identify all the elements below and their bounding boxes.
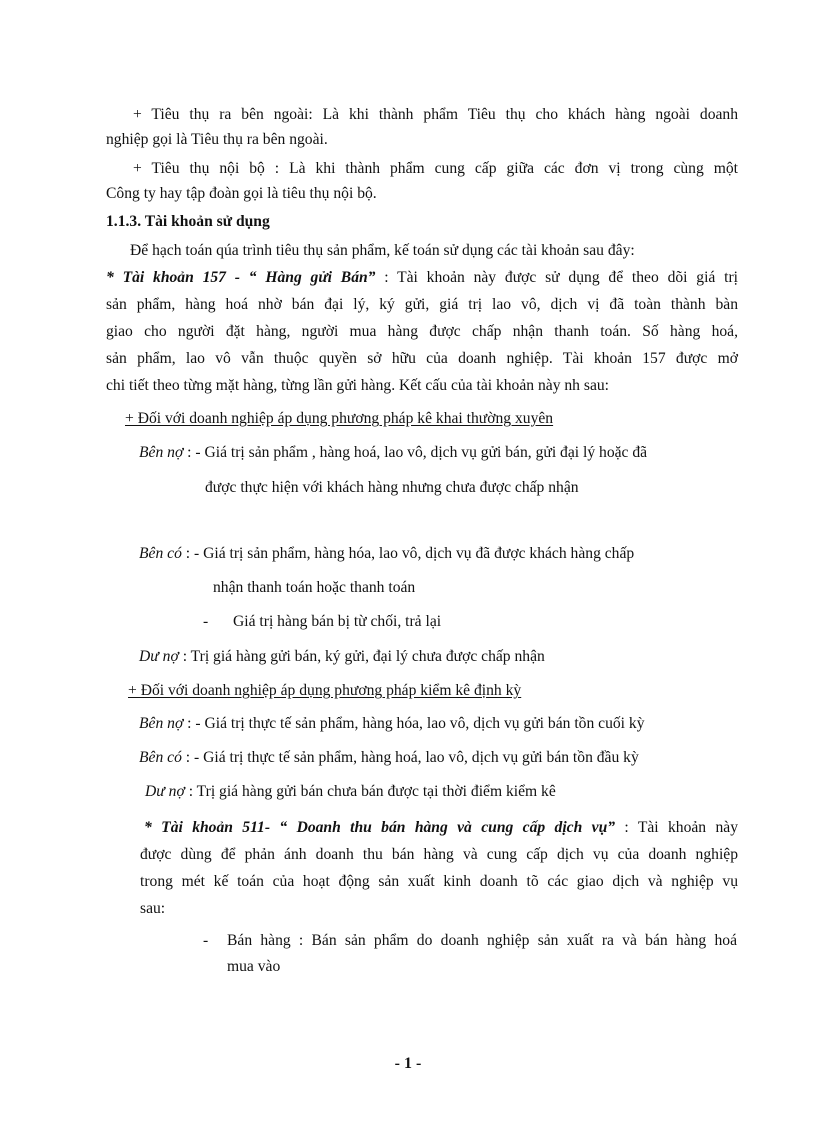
tk511-line: được dùng để phản ánh doanh thu bán hàng và cung cấp dịch vụ của doanh nghiệp: [140, 846, 738, 863]
dash-bullet: -: [203, 613, 209, 630]
kkx-debit-line: [139, 443, 647, 463]
bullet-text: Bán hàng : Bán sản phẩm do doanh nghiệp sản xuất ra và bán hàng hoá: [227, 932, 737, 949]
credit-text: : - Giá trị sản phẩm, hàng hóa, lao vô, dịch vụ đã được khách hàng chấp: [181, 545, 635, 562]
tk511-desc: : Tài khoản này: [615, 819, 738, 836]
balance-text: : Trị giá hàng gửi bán, ký gửi, đại lý chưa được chấp nhận: [178, 648, 545, 665]
tk157-line: chi tiết theo từng mặt hàng, từng lần gửi hàng. Kết cấu của tài khoản này nh sau:: [106, 377, 609, 394]
kkx-balance-line: [139, 647, 545, 667]
credit-label: Bên có: [139, 749, 182, 766]
kkx-credit-line: [203, 612, 441, 632]
kkx-debit-line: được thực hiện với khách hàng nhưng chưa được chấp nhận: [205, 479, 579, 496]
kkdk-balance-line: [145, 782, 556, 802]
dash-bullet: -: [203, 932, 209, 949]
debit-label: Bên nợ: [139, 444, 184, 461]
debit-label: Bên nợ: [139, 715, 184, 732]
kkx-heading: + Đối với doanh nghiệp áp dụng phương pháp kê khai thường xuyên: [125, 410, 554, 427]
paragraph-line: nghiệp gọi là Tiêu thụ ra bên ngoài.: [106, 131, 328, 148]
credit-text: : - Giá trị thực tế sản phẩm, hàng hoá, lao vô, dịch vụ gửi bán tồn đầu kỳ: [181, 749, 639, 766]
debit-text: : - Giá trị thực tế sản phẩm, hàng hóa, lao vô, dịch vụ gửi bán tồn cuối kỳ: [183, 715, 645, 732]
credit-item: Giá trị hàng bán bị từ chối, trả lại: [233, 613, 442, 630]
debit-text: : - Giá trị sản phẩm , hàng hoá, lao vô, dịch vụ gửi bán, gửi đại lý hoặc đã: [183, 444, 648, 461]
tk511-bullet: [203, 931, 738, 951]
tk511-line: sau:: [140, 900, 166, 917]
tk157-line: sản phẩm, lao vô vẫn thuộc quyền sở hữu của doanh nghiệp. Tài khoản 157 được mở: [106, 350, 738, 367]
paragraph-line: + Tiêu thụ ra bên ngoài: Là khi thành phẩm Tiêu thụ cho khách hàng ngoài doanh: [133, 106, 738, 123]
paragraph-line: + Tiêu thụ nội bộ : Là khi thành phẩm cung cấp giữa các đơn vị trong cùng một: [133, 160, 738, 177]
paragraph-line: Công ty hay tập đoàn gọi là tiêu thụ nội bộ.: [106, 185, 377, 202]
tk511-title: * Tài khoản 511- “ Doanh thu bán hàng và cung cấp dịch vụ”: [144, 819, 616, 836]
kkdk-heading: + Đối với doanh nghiệp áp dụng phương pháp kiểm kê định kỳ: [128, 682, 522, 699]
tk157-line: [106, 268, 738, 288]
tk157-line: giao cho người đặt hàng, người mua hàng được chấp nhận thanh toán. Số hàng hoá,: [106, 323, 738, 340]
balance-text: : Trị giá hàng gửi bán chưa bán được tại thời điểm kiểm kê: [184, 783, 556, 800]
kkdk-debit-line: [139, 714, 645, 734]
kkx-credit-line: [139, 544, 634, 564]
tk511-line: trong mét kế toán của hoạt động sản xuất kinh doanh tõ các giao dịch và nghiệp vụ: [140, 873, 738, 890]
balance-label: Dư nợ: [139, 648, 179, 665]
tk511-line: [144, 818, 738, 838]
balance-label: Dư nợ: [145, 783, 185, 800]
credit-label: Bên có: [139, 545, 182, 562]
tk157-line: sản phẩm, hàng hoá nhờ bán đại lý, ký gửi, giá trị lao vô, dịch vị đã toàn thành bàn: [106, 296, 738, 313]
kkdk-credit-line: [139, 748, 639, 768]
intro-line: Để hạch toán qúa trình tiêu thụ sản phẩm, kế toán sử dụng các tài khoản sau đây:: [130, 242, 635, 259]
section-heading: 1.1.3. Tài khoản sử dụng: [106, 213, 270, 230]
kkx-credit-line: nhận thanh toán hoặc thanh toán: [213, 579, 416, 596]
page-number: - 1 -: [394, 1055, 422, 1072]
tk157-title: * Tài khoản 157 - “ Hàng gửi Bán”: [106, 269, 376, 286]
tk511-bullet-cont: mua vào: [227, 958, 281, 975]
tk157-desc: : Tài khoản này được sử dụng để theo dõi giá trị: [375, 269, 738, 286]
